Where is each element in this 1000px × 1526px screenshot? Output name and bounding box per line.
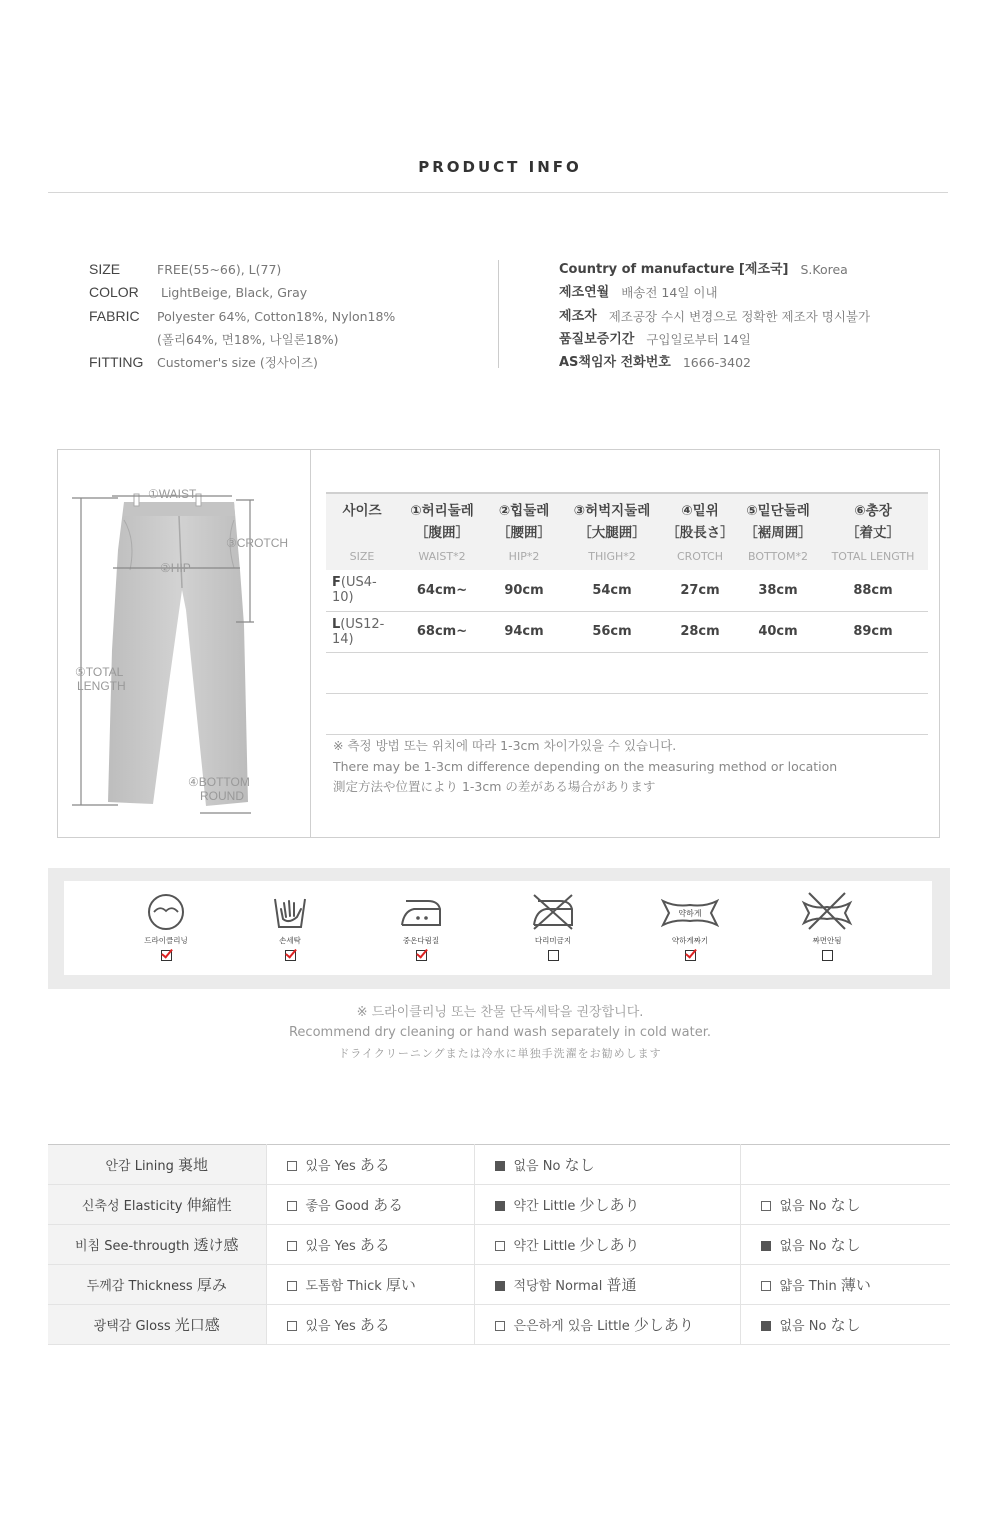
feel-row-see-through <box>48 1225 950 1265</box>
note-en: There may be 1-3cm difference depending on the measuring method or location <box>333 758 838 774</box>
info-row-country <box>559 258 979 281</box>
empty-row <box>326 693 928 734</box>
size-chart-box <box>57 449 940 838</box>
col-subheader: CROTCH <box>662 544 738 570</box>
col-subheader: SIZE <box>326 544 398 570</box>
feel-label: 광택감 Gloss 光口感 <box>48 1305 266 1345</box>
info-row-date <box>559 281 979 304</box>
feel-option: 은은하게 있음 Little 少しあり <box>474 1305 740 1345</box>
dry-cleaning-icon <box>145 891 187 931</box>
page-title: PRODUCT INFO <box>418 158 582 176</box>
feel-option: 얇음 Thin 薄い <box>740 1265 950 1305</box>
care-note-ja: ドライクリーニングまたは冷水に単独手洗濯をお勧めします <box>338 1046 662 1060</box>
value-cell: 54cm <box>562 570 662 611</box>
info-value: 배송전 14일 이내 <box>621 285 718 301</box>
value-cell: 90cm <box>486 570 562 611</box>
feel-checkbox <box>495 1281 505 1291</box>
feel-option: 약간 Little 少しあり <box>474 1225 740 1265</box>
info-label: 제조연월 <box>559 285 610 301</box>
pants-illustration <box>58 450 310 837</box>
medium-iron-icon <box>398 891 444 931</box>
care-label: 짜면안됨 <box>812 936 842 945</box>
feel-option: 없음 No なし <box>474 1145 740 1185</box>
value-cell: 27cm <box>662 570 738 611</box>
feel-label: 비침 See-througth 透け感 <box>48 1225 266 1265</box>
col-subheader: HIP*2 <box>486 544 562 570</box>
care-checkbox <box>548 950 559 961</box>
feel-checkbox <box>761 1321 771 1331</box>
col-header: 사이즈 <box>326 493 398 544</box>
info-row-color <box>89 281 479 304</box>
col-header: ⑥총장 ［着丈］ <box>818 493 928 544</box>
info-label: Country of manufacture [제조국] <box>559 262 789 277</box>
col-header: ②힙둘레 ［腰囲］ <box>486 493 562 544</box>
care-label: 중온다림질 <box>402 936 440 945</box>
info-label: FITTING <box>89 354 144 371</box>
size-table-header <box>326 493 928 544</box>
col-header: ⑤밑단둘레 ［裾周囲］ <box>738 493 818 544</box>
value-cell: 38cm <box>738 570 818 611</box>
feel-checkbox <box>761 1201 771 1211</box>
col-header: ③허벅지둘레 ［大腿囲］ <box>562 493 662 544</box>
info-row-as-phone <box>559 351 979 374</box>
info-row-fabric <box>89 305 479 328</box>
care-section <box>48 868 950 989</box>
empty-row <box>326 652 928 693</box>
feel-checkbox <box>495 1201 505 1211</box>
col-header: ④밑위 ［股長さ］ <box>662 493 738 544</box>
size-box-divider <box>310 450 311 837</box>
value-cell: 28cm <box>662 611 738 652</box>
feel-checkbox <box>287 1281 297 1291</box>
care-checkbox <box>285 950 296 961</box>
feel-label: 두께감 Thickness 厚み <box>48 1265 266 1305</box>
waist-label: ①WAIST <box>148 487 197 501</box>
pants-waistband <box>124 502 235 516</box>
col-subheader: BOTTOM*2 <box>738 544 818 570</box>
feel-option: 있음 Yes ある <box>266 1145 474 1185</box>
info-value: 1666-3402 <box>682 355 751 371</box>
feel-checkbox <box>287 1201 297 1211</box>
hip-label: ②HIP <box>160 561 191 575</box>
feel-option: 있음 Yes ある <box>266 1305 474 1345</box>
size-table-subheader <box>326 544 928 570</box>
info-row-warranty <box>559 328 979 351</box>
note-ja: 測定方法や位置により 1-3cm の差がある場合があります <box>333 779 656 794</box>
value-cell: 56cm <box>562 611 662 652</box>
feel-row-lining <box>48 1145 950 1185</box>
feel-checkbox <box>761 1281 771 1291</box>
feel-row-elasticity <box>48 1185 950 1225</box>
feel-checkbox <box>287 1161 297 1171</box>
value-cell: 68cm~ <box>398 611 486 652</box>
info-label: COLOR <box>89 284 139 301</box>
col-subheader: THIGH*2 <box>562 544 662 570</box>
feel-label: 안감 Lining 裏地 <box>48 1145 266 1185</box>
info-value: 제조공장 수시 변경으로 정확한 제조자 명시불가 <box>608 308 871 324</box>
col-subheader: WAIST*2 <box>398 544 486 570</box>
bottom-round-label: ④BOTTOM <box>188 775 250 789</box>
col-subheader: TOTAL LENGTH <box>818 544 928 570</box>
care-item-no-iron <box>513 891 593 961</box>
info-value: Polyester 64%, Cotton18%, Nylon18% <box>157 308 396 324</box>
info-row-fabric-ko <box>89 328 479 351</box>
care-item-gentle-wring <box>650 891 730 961</box>
feel-row-thickness <box>48 1265 950 1305</box>
care-item-no-wring <box>787 891 867 961</box>
feel-checkbox <box>495 1321 505 1331</box>
size-cell: F(US4-10) <box>326 570 398 611</box>
care-panel <box>64 881 932 975</box>
value-cell: 88cm <box>818 570 928 611</box>
feel-checkbox <box>495 1161 505 1171</box>
feel-option: 없음 No なし <box>740 1185 950 1225</box>
value-cell: 94cm <box>486 611 562 652</box>
info-row-fitting <box>89 351 479 374</box>
note-ko: ※ 측정 방법 또는 위치에 따라 1-3cm 차이가있을 수 있습니다. <box>333 738 677 753</box>
value-cell: 64cm~ <box>398 570 486 611</box>
info-value: S.Korea <box>800 262 848 277</box>
info-row-size <box>89 258 479 281</box>
care-label: 약하게짜기 <box>671 936 709 945</box>
feel-option: 없음 No なし <box>740 1305 950 1345</box>
feel-option: 도톰함 Thick 厚い <box>266 1265 474 1305</box>
product-info-left <box>89 258 479 374</box>
gentle-wring-icon <box>661 891 719 931</box>
info-label <box>89 328 157 351</box>
value-cell: 40cm <box>738 611 818 652</box>
feel-checkbox <box>287 1321 297 1331</box>
care-note-ko: ※ 드라이클리닝 또는 찬물 단독세탁을 권장합니다. <box>356 1005 644 1020</box>
info-value: FREE(55~66), L(77) <box>157 262 282 277</box>
care-label: 드라이클리닝 <box>144 936 188 945</box>
info-label: 제조자 <box>559 308 597 324</box>
no-wring-icon <box>801 891 853 931</box>
size-cell: L(US12-14) <box>326 611 398 652</box>
title-divider <box>48 192 948 193</box>
info-label: AS책임자 전화번호 <box>559 355 671 371</box>
care-item-hand-wash <box>250 891 330 961</box>
feel-checkbox <box>287 1241 297 1251</box>
feel-option: 있음 Yes ある <box>266 1225 474 1265</box>
care-label: 손세탁 <box>279 936 301 945</box>
info-divider <box>498 260 499 368</box>
feel-checkbox <box>761 1241 771 1251</box>
care-item-medium-iron <box>381 891 461 961</box>
info-value: 구입일로부터 14일 <box>646 331 751 347</box>
info-label: SIZE <box>89 261 121 277</box>
total-length-label: ⑤TOTAL <box>75 665 124 679</box>
info-value: Customer's size (정사이즈) <box>157 355 318 371</box>
info-value: (폴리64%, 면18%, 나일론18%) <box>157 331 339 347</box>
care-checkbox <box>161 950 172 961</box>
care-checkbox <box>822 950 833 961</box>
crotch-label: ③CROTCH <box>226 536 289 550</box>
size-table <box>326 492 928 735</box>
info-label: FABRIC <box>89 307 140 324</box>
feel-option: 적당함 Normal 普通 <box>474 1265 740 1305</box>
info-value: LightBeige, Black, Gray <box>157 285 308 301</box>
info-row-maker <box>559 305 979 328</box>
hand-wash-icon <box>269 891 311 931</box>
feel-option-empty <box>740 1145 950 1185</box>
feel-label: 신축성 Elasticity 伸縮性 <box>48 1185 266 1225</box>
measure-notes <box>333 736 837 798</box>
feel-option: 좋음 Good ある <box>266 1185 474 1225</box>
pants-diagram <box>58 450 310 837</box>
care-checkbox <box>685 950 696 961</box>
care-label: 다리미금지 <box>534 936 572 945</box>
care-checkbox <box>416 950 427 961</box>
care-item-dry-cleaning <box>126 891 206 961</box>
bottom-round-label: ROUND <box>200 789 244 803</box>
svg-text:약하게: 약하게 <box>678 909 702 918</box>
total-length-label: LENGTH <box>77 679 126 693</box>
info-label: 품질보증기간 <box>559 331 635 347</box>
product-info-right <box>559 258 979 374</box>
table-row <box>326 570 928 611</box>
feel-checkbox <box>495 1241 505 1251</box>
fabric-feel-table <box>48 1144 950 1345</box>
care-notes <box>0 1003 1000 1064</box>
feel-row-gloss <box>48 1305 950 1345</box>
feel-option: 약간 Little 少しあり <box>474 1185 740 1225</box>
no-iron-icon <box>530 891 576 931</box>
care-note-en: Recommend dry cleaning or hand wash separately in cold water. <box>288 1025 711 1041</box>
table-row <box>326 611 928 652</box>
value-cell: 89cm <box>818 611 928 652</box>
col-header: ①허리둘레 ［腹囲］ <box>398 493 486 544</box>
feel-option: 없음 No なし <box>740 1225 950 1265</box>
